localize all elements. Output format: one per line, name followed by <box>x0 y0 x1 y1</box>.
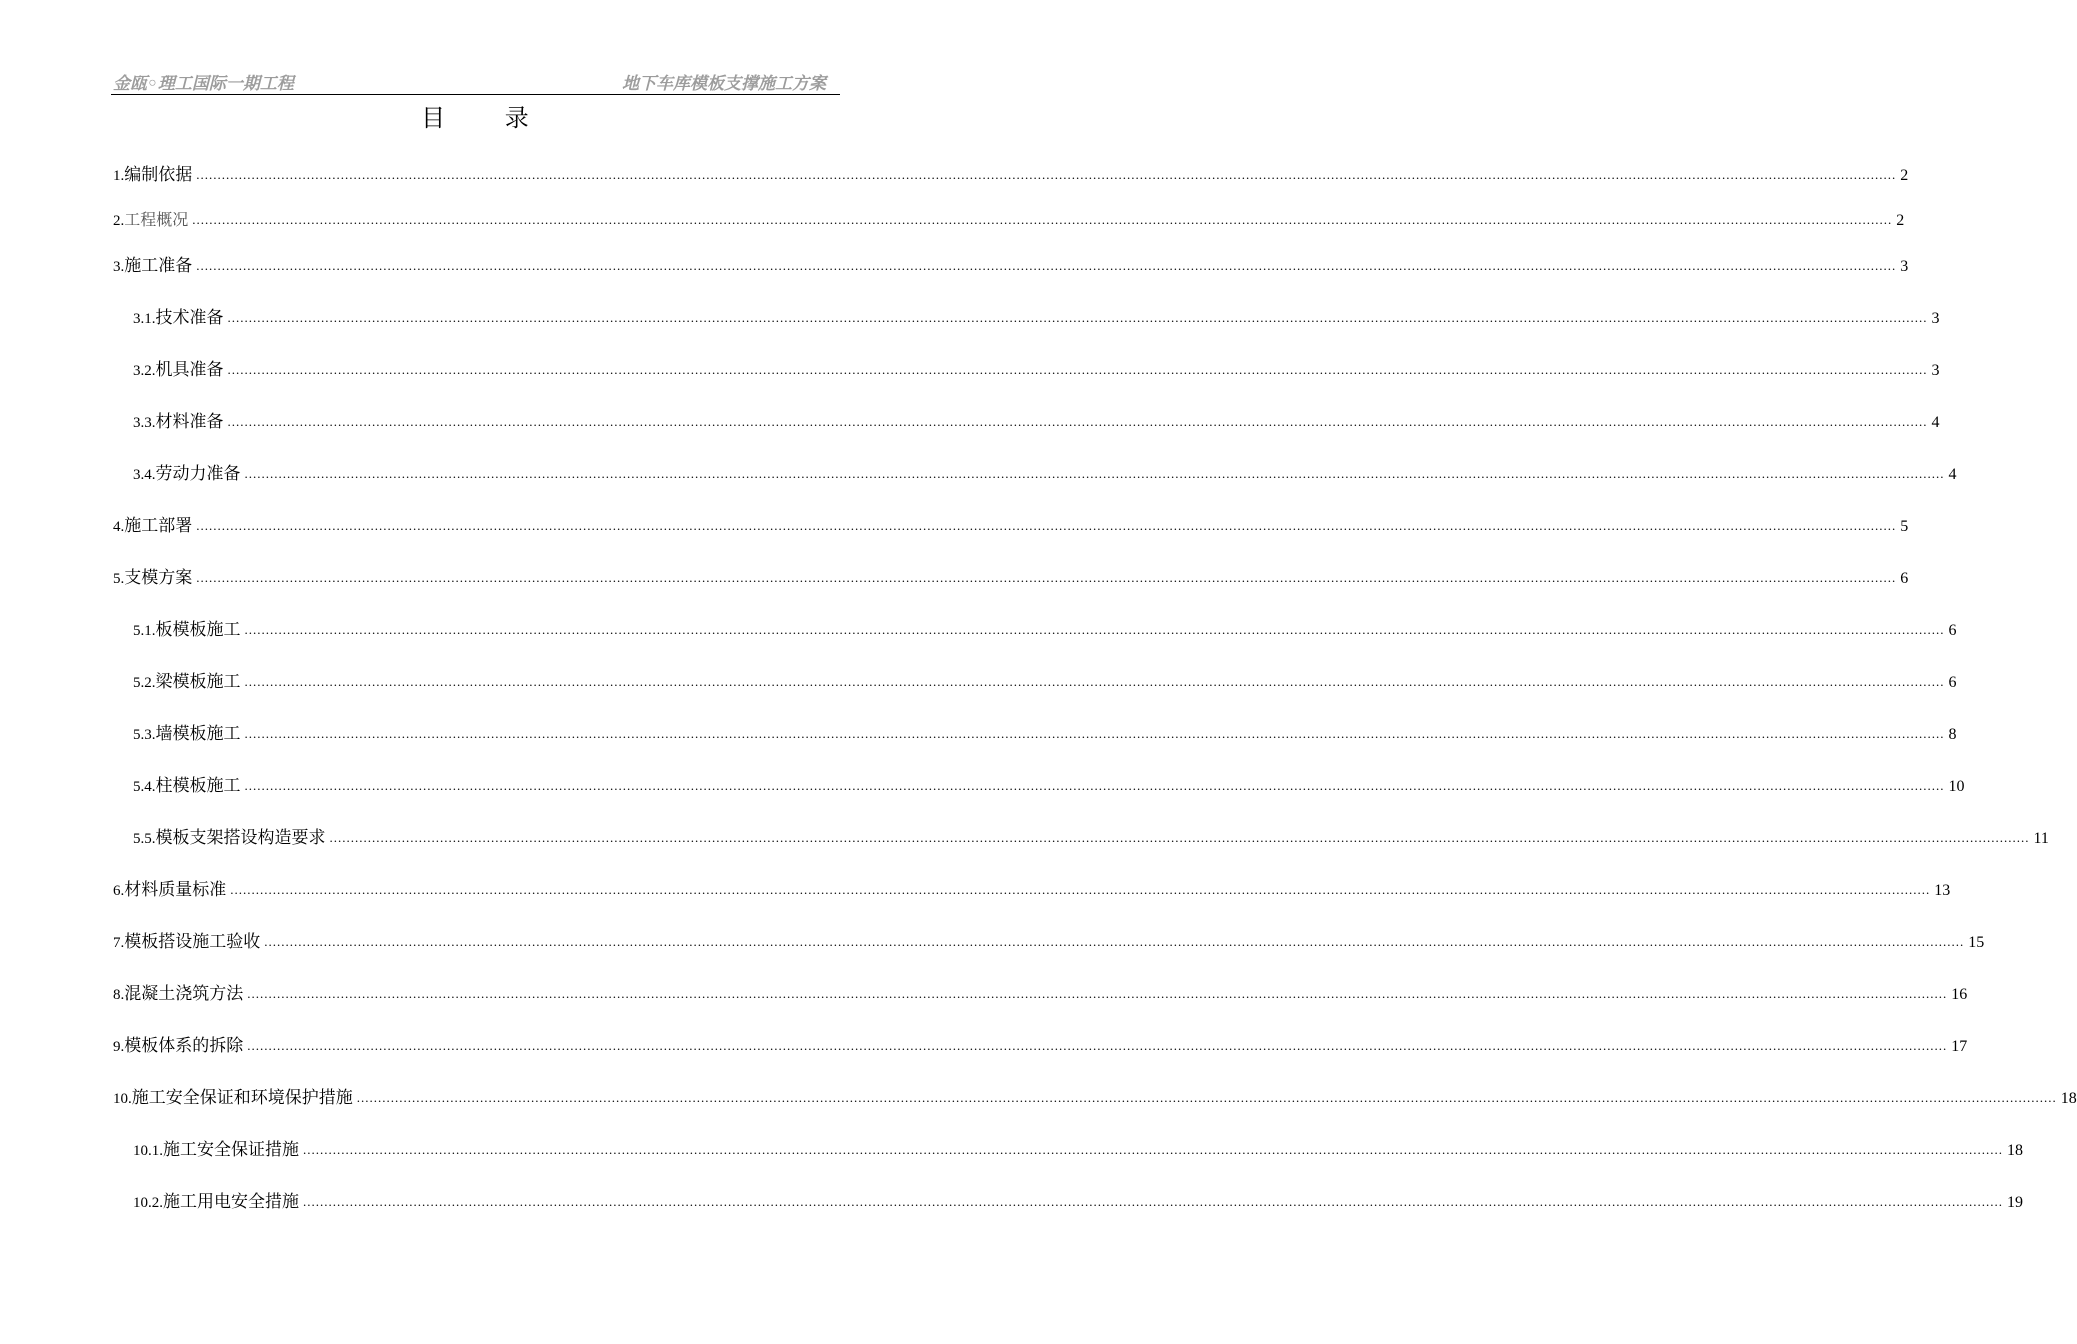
toc-entry[interactable] <box>133 1138 2023 1162</box>
toc-dot-leader: ................................................................................................................................................................................................................................................................................................................................................................................................................ <box>329 830 2030 845</box>
toc-entry-page-number: 2 <box>1896 212 1905 229</box>
toc-entry-title: 劳动力准备 <box>155 464 241 484</box>
toc-dot-leader: ................................................................................................................................................................................................................................................................................................................................................................................................................ <box>196 518 1897 533</box>
toc-entry-number: 5.5. <box>133 831 156 847</box>
toc-entry-title: 柱模板施工 <box>155 776 241 796</box>
toc-entry-number: 10. <box>113 1091 132 1107</box>
toc-dot-leader: ................................................................................................................................................................................................................................................................................................................................................................................................................ <box>244 778 1945 793</box>
toc-entry-page-number: 5 <box>1900 518 1909 535</box>
toc-entry-page-number: 18 <box>2007 1142 2023 1159</box>
toc-entry[interactable] <box>133 1190 2023 1214</box>
toc-entry-title: 材料质量标准 <box>124 880 227 900</box>
toc-entry[interactable] <box>133 410 1940 434</box>
toc-dot-leader: ................................................................................................................................................................................................................................................................................................................................................................................................................ <box>303 1142 2003 1157</box>
toc-entry-page-number: 17 <box>1951 1038 1968 1055</box>
toc-entry[interactable] <box>113 514 1909 538</box>
toc-entry[interactable] <box>133 670 1957 694</box>
toc-entry-title: 混凝土浇筑方法 <box>124 984 244 1004</box>
toc-entry-page-number: 6 <box>1948 674 1957 691</box>
header-document-title: 地下车库模板支撑施工方案 <box>622 74 826 94</box>
toc-entry[interactable] <box>113 163 1909 187</box>
toc-entry-page-number: 16 <box>1951 986 1968 1003</box>
toc-entry[interactable] <box>113 982 1968 1006</box>
toc-entry[interactable] <box>113 930 1985 954</box>
header-project-name: 金瓯◦理工国际一期工程 <box>113 74 294 94</box>
toc-entry-number: 3. <box>113 259 125 275</box>
toc-entry-title: 梁模板施工 <box>155 672 241 692</box>
toc-entry-number: 8. <box>113 987 125 1003</box>
toc-title: 目 录 <box>421 104 555 132</box>
toc-entry-title: 技术准备 <box>155 308 224 328</box>
toc-entry-number: 9. <box>113 1039 125 1055</box>
toc-entry-title: 施工安全保证措施 <box>163 1140 299 1160</box>
toc-entry[interactable] <box>133 826 2049 850</box>
toc-entry[interactable] <box>113 254 1909 278</box>
toc-entry[interactable] <box>133 462 1957 486</box>
toc-entry-title: 材料准备 <box>155 412 224 432</box>
toc-entry-title: 机具准备 <box>155 360 224 380</box>
toc-entry-title: 施工用电安全措施 <box>163 1192 299 1212</box>
toc-entry-page-number: 3 <box>1900 258 1909 275</box>
toc-entry-page-number: 4 <box>1948 466 1957 483</box>
toc-entry-title: 墙模板施工 <box>155 724 241 744</box>
toc-entry-number: 5.4. <box>133 779 156 795</box>
toc-dot-leader: ................................................................................................................................................................................................................................................................................................................................................................................................................ <box>192 212 1893 227</box>
toc-entry-page-number: 8 <box>1948 726 1957 743</box>
toc-entry-page-number: 6 <box>1948 622 1957 639</box>
toc-entry-number: 6. <box>113 883 125 899</box>
page-header <box>111 66 840 95</box>
toc-entry-number: 1. <box>113 168 125 184</box>
toc-entry-title: 施工部署 <box>124 516 193 536</box>
toc-entry-title: 工程概况 <box>124 210 189 229</box>
toc-entry[interactable] <box>133 618 1957 642</box>
toc-entry[interactable] <box>113 566 1909 590</box>
toc-entry-page-number: 6 <box>1900 570 1909 587</box>
toc-entry-page-number: 3 <box>1931 310 1940 327</box>
toc-entry-page-number: 13 <box>1934 882 1951 899</box>
toc-entry-title: 模板搭设施工验收 <box>124 932 261 952</box>
toc-entry[interactable] <box>133 774 1965 798</box>
toc-entry[interactable] <box>113 208 1905 232</box>
toc-dot-leader: ................................................................................................................................................................................................................................................................................................................................................................................................................ <box>247 1038 1948 1053</box>
toc-dot-leader: ................................................................................................................................................................................................................................................................................................................................................................................................................ <box>196 570 1897 585</box>
toc-entry-title: 板模板施工 <box>155 620 241 640</box>
toc-entry-page-number: 19 <box>2007 1194 2023 1211</box>
toc-dot-leader: ................................................................................................................................................................................................................................................................................................................................................................................................................ <box>227 310 1928 325</box>
toc-dot-leader: ................................................................................................................................................................................................................................................................................................................................................................................................................ <box>227 414 1928 429</box>
toc-entry-number: 5.2. <box>133 675 156 691</box>
toc-entry-number: 5.3. <box>133 727 156 743</box>
toc-entry[interactable] <box>133 306 1940 330</box>
toc-entry-number: 7. <box>113 935 125 951</box>
toc-entry-number: 2. <box>113 213 125 229</box>
toc-dot-leader: ................................................................................................................................................................................................................................................................................................................................................................................................................ <box>196 258 1897 273</box>
toc-entry-page-number: 3 <box>1931 362 1940 379</box>
toc-entry-number: 3.4. <box>133 467 156 483</box>
toc-entry-title: 支模方案 <box>124 568 193 588</box>
toc-dot-leader: ................................................................................................................................................................................................................................................................................................................................................................................................................ <box>196 167 1897 182</box>
toc-dot-leader: ................................................................................................................................................................................................................................................................................................................................................................................................................ <box>230 882 1931 897</box>
toc-entry-number: 10.1. <box>133 1143 163 1159</box>
toc-dot-leader: ................................................................................................................................................................................................................................................................................................................................................................................................................ <box>264 934 1965 949</box>
toc-entry-page-number: 4 <box>1931 414 1940 431</box>
toc-dot-leader: ................................................................................................................................................................................................................................................................................................................................................................................................................ <box>356 1090 2057 1105</box>
toc-entry[interactable] <box>133 722 1957 746</box>
toc-entry-title: 编制依据 <box>124 165 193 185</box>
toc-entry[interactable] <box>113 878 1951 902</box>
toc-entry-title: 模板体系的拆除 <box>124 1036 244 1056</box>
toc-entry-page-number: 10 <box>1948 778 1965 795</box>
toc-entry-title: 模板支架搭设构造要求 <box>155 828 326 848</box>
toc-entry-number: 3.1. <box>133 311 156 327</box>
toc-entry-number: 3.2. <box>133 363 156 379</box>
toc-entry-page-number: 18 <box>2060 1090 2077 1107</box>
toc-entry-number: 5. <box>113 571 125 587</box>
toc-dot-leader: ................................................................................................................................................................................................................................................................................................................................................................................................................ <box>303 1194 2003 1209</box>
toc-entry-number: 3.3. <box>133 415 156 431</box>
toc-dot-leader: ................................................................................................................................................................................................................................................................................................................................................................................................................ <box>244 674 1945 689</box>
toc-dot-leader: ................................................................................................................................................................................................................................................................................................................................................................................................................ <box>247 986 1948 1001</box>
toc-entry-number: 4. <box>113 519 125 535</box>
toc-entry[interactable] <box>113 1086 2077 1110</box>
toc-entry[interactable] <box>113 1034 1968 1058</box>
toc-dot-leader: ................................................................................................................................................................................................................................................................................................................................................................................................................ <box>244 622 1945 637</box>
toc-entry-page-number: 11 <box>2033 830 2049 847</box>
toc-entry-page-number: 2 <box>1900 167 1909 184</box>
toc-entry-number: 10.2. <box>133 1195 163 1211</box>
toc-dot-leader: ................................................................................................................................................................................................................................................................................................................................................................................................................ <box>244 726 1945 741</box>
toc-entry-title: 施工准备 <box>124 256 193 276</box>
toc-dot-leader: ................................................................................................................................................................................................................................................................................................................................................................................................................ <box>227 362 1928 377</box>
toc-dot-leader: ................................................................................................................................................................................................................................................................................................................................................................................................................ <box>244 466 1945 481</box>
toc-entry-title: 施工安全保证和环境保护措施 <box>131 1088 353 1108</box>
toc-entry[interactable] <box>133 358 1940 382</box>
toc-entry-page-number: 15 <box>1968 934 1985 951</box>
toc-entry-number: 5.1. <box>133 623 156 639</box>
